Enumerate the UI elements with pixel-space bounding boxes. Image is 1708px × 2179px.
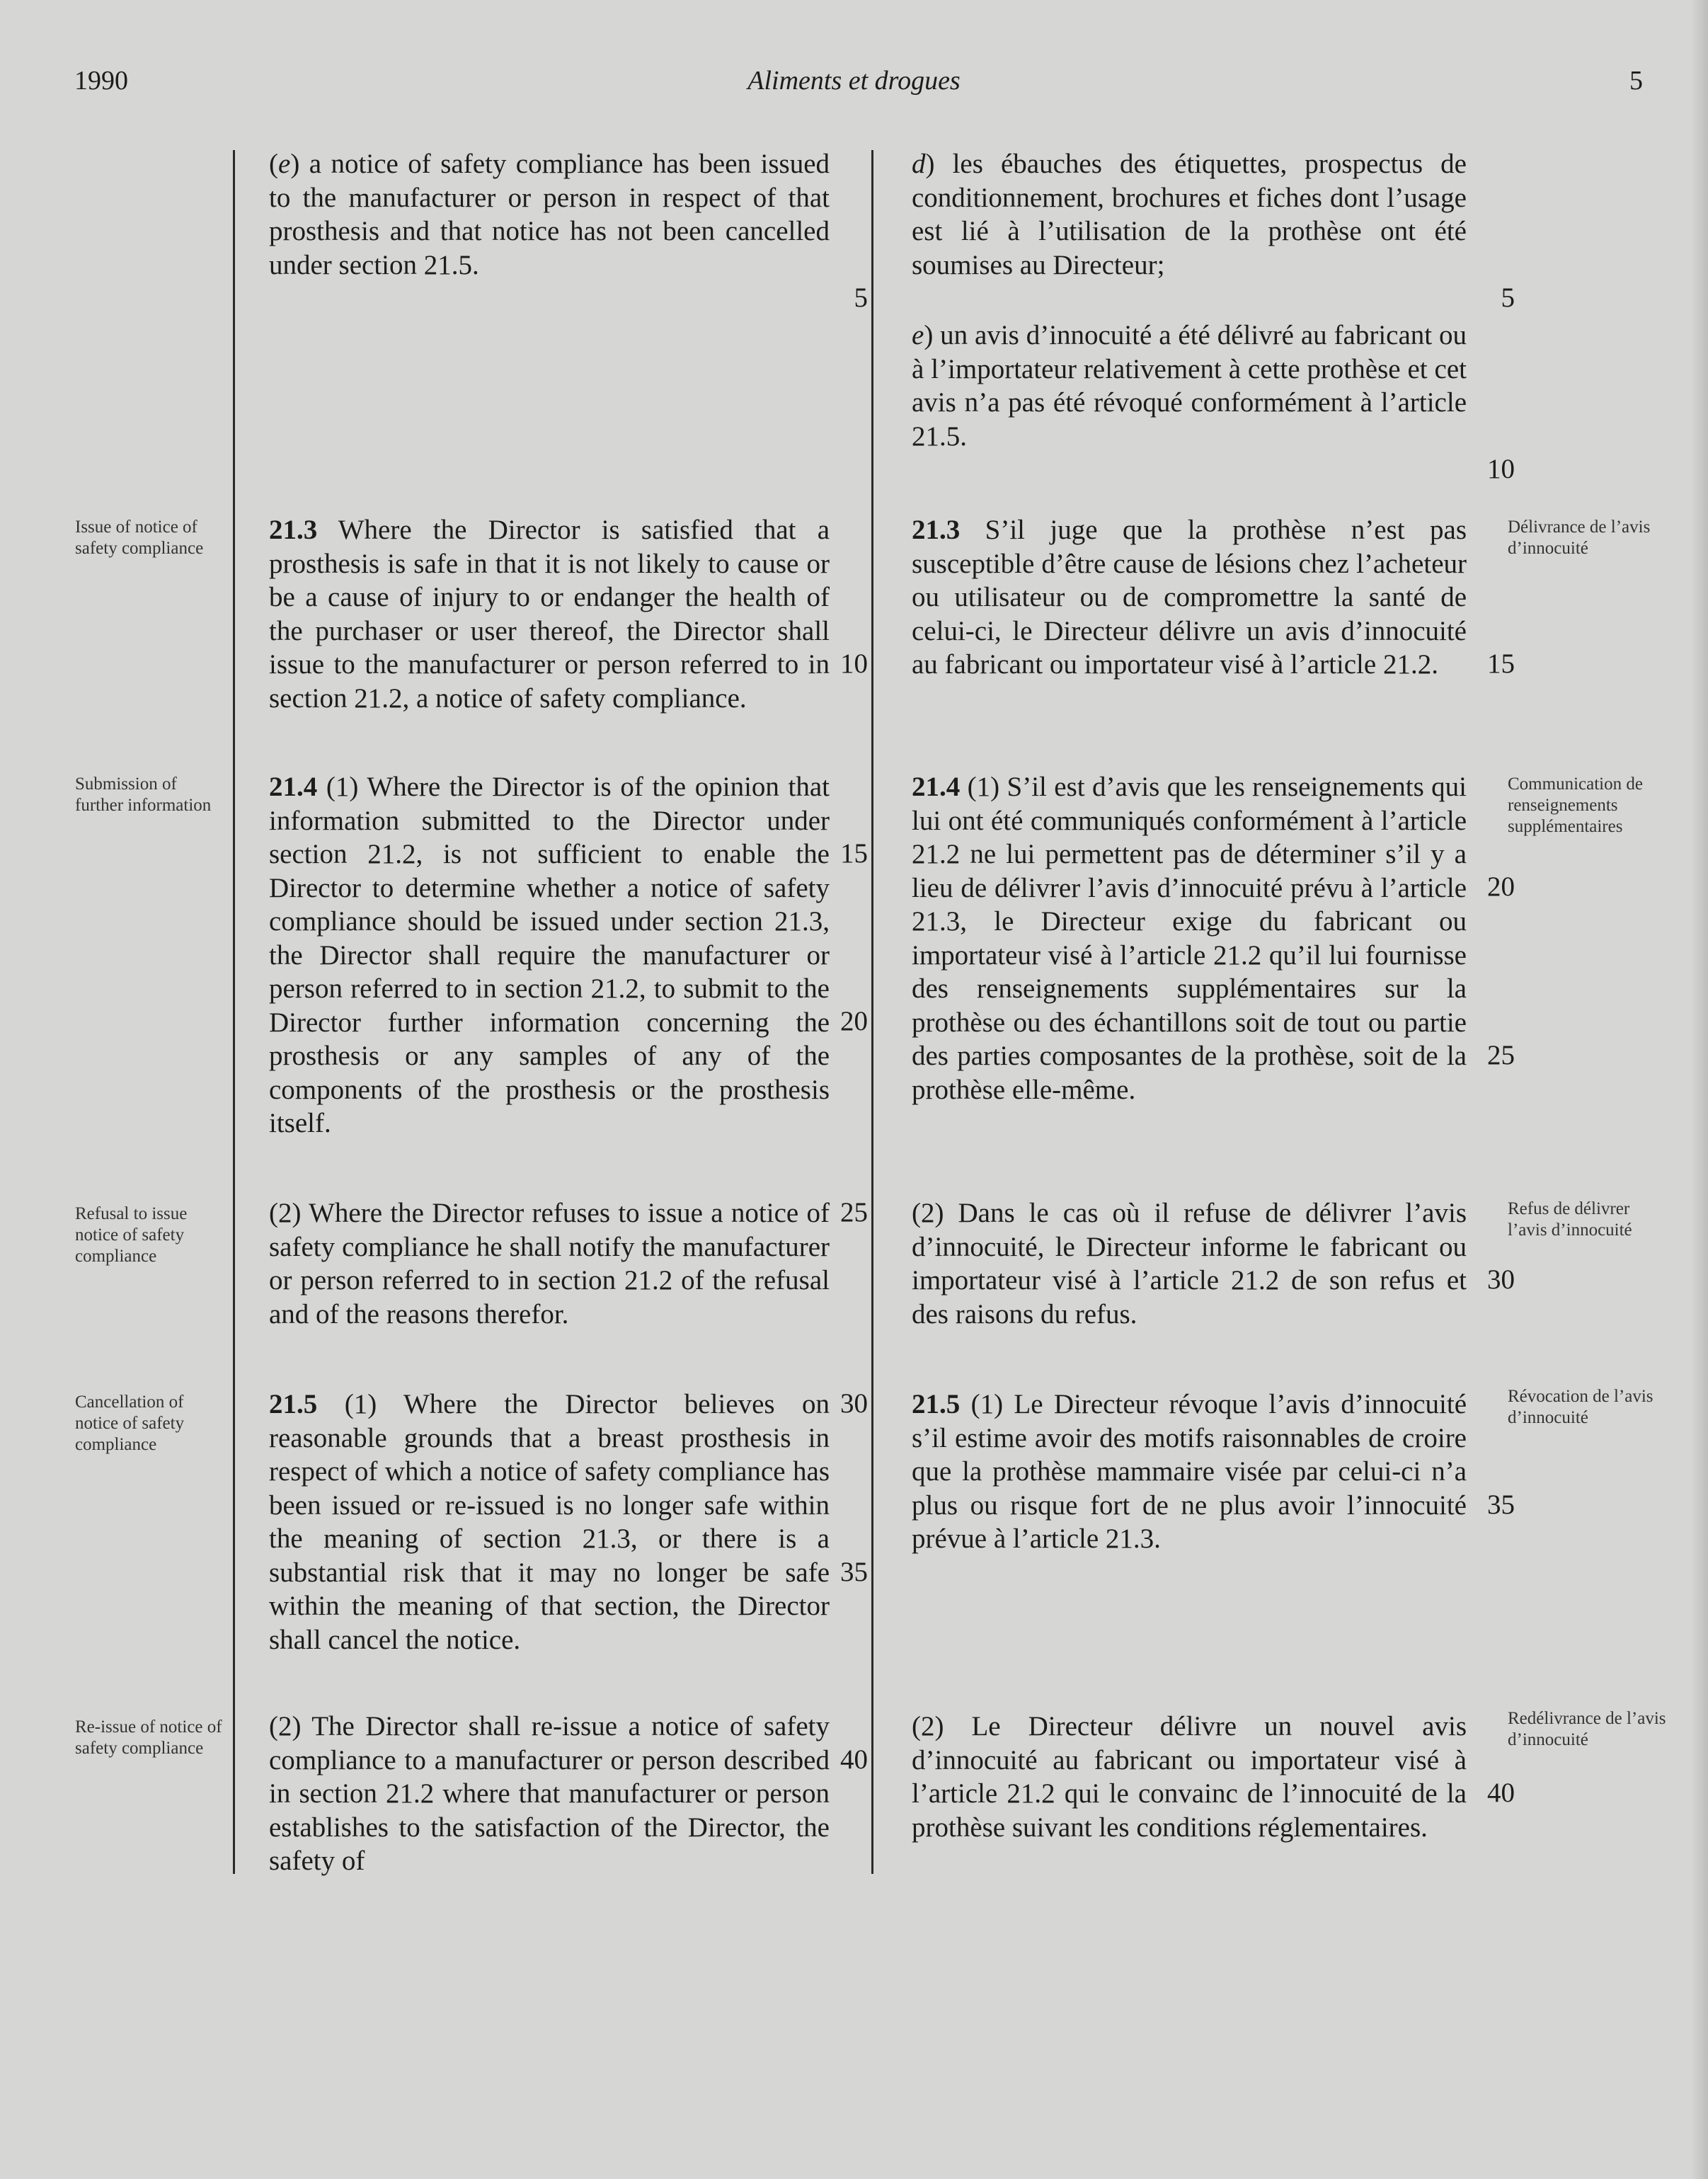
en-section-21-4-number: 21.4 (269, 772, 318, 802)
line-number-en-20: 20 (840, 1006, 868, 1036)
en-section-21-5-2 (269, 1710, 830, 1878)
fr-section-21-3-text: S’il juge que la prothèse n’est pas susceptible d’être cause de lésions chez l’acheteur ou utilisateur ou de compromettre la santé de celui-ci, le Directeur délivre un avis d’innocuité au fabricant ou importateur visé à l’article 21.2. (912, 515, 1467, 680)
en-section-21-4-1-sub: (1) (326, 772, 359, 802)
line-number-en-10: 10 (840, 648, 868, 679)
en-section-21-5-number: 21.5 (269, 1389, 318, 1419)
header-title: Aliments et drogues (747, 66, 961, 96)
en-section-21-3-text: Where the Director is satisfied that a prosthesis is safe in that it is not likely to cause or be a cause of injury to or endanger the health of the purchaser or user thereof, the Director shall issue to the manufacturer or person referred to in section 21.2, a notice of safety compliance. (269, 515, 830, 714)
en-section-21-3-number: 21.3 (269, 515, 318, 545)
fr-section-21-5-number: 21.5 (912, 1389, 961, 1419)
line-number-fr-25: 25 (1487, 1040, 1515, 1070)
fr-paragraph-e-text: un avis d’innocuité a été délivré au fabricant ou à l’importateur relativement à cette prothèse et cet avis n’a pas été révoqué conformément à l’article 21.5. (912, 320, 1467, 452)
fr-paragraph-d: d) les ébauches des étiquettes, prospectus de conditionnement, brochures et fiches dont l’usage est lié à l’utilisation de la prothèse ont été soumises au Directeur; (912, 149, 1467, 280)
fr-section-21-4-number: 21.4 (912, 772, 961, 802)
fr-section-21-5-1-sub: (1) (970, 1389, 1004, 1419)
line-number-fr-10: 10 (1487, 454, 1515, 484)
fr-section-21-5-2-sub: (2) (912, 1711, 944, 1742)
en-section-21-3 (269, 513, 830, 715)
margin-note-fr-reissue: Redélivrance de l’avis d’innocuité (1508, 1709, 1666, 1749)
en-section-21-4-2-sub: (2) (269, 1198, 302, 1228)
margin-note-fr-issue: Délivrance de l’avis d’innocuité (1508, 517, 1651, 558)
en-section-21-4-1 (269, 770, 830, 1140)
fr-section-21-5-2-text: Le Directeur délivre un nouvel avis d’innocuité au fabricant ou importateur visé à l’article 21.2 qui le convainc de l’innocuité de la prothèse suivant les conditions réglementaires. (912, 1711, 1467, 1843)
left-column-rule (233, 150, 235, 1874)
line-number-fr-30: 30 (1487, 1264, 1515, 1295)
line-number-fr-20: 20 (1487, 871, 1515, 902)
fr-paragraph-d-label: d (912, 149, 926, 179)
fr-section-21-5-1-text: Le Directeur révoque l’avis d’innocuité s’il estime avoir des motifs raisonnables de croire que la prothèse mammaire visée par celui-ci n’a plus ou risque fort de ne plus avoir l’innocuité prévue à l’article 21.3. (912, 1389, 1467, 1554)
en-section-21-4-2-text: Where the Director refuses to issue a notice of safety compliance he shall notify the manufacturer or person referred to in section 21.2 of the refusal and of the reasons therefor. (269, 1198, 830, 1329)
margin-note-fr-submission: Communication de renseignements supplémentaires (1508, 774, 1643, 836)
en-section-21-5-2-text: The Director shall re-issue a notice of safety compliance to a manufacturer or person described in section 21.2 where that manufacturer or person establishes to the satisfaction of the Director, the safety of (269, 1711, 830, 1876)
fr-section-21-4-2-sub: (2) (912, 1198, 944, 1228)
en-paragraph-e: (e) a notice of safety compliance has been issued to the manufacturer or person in respect of that prosthesis and that notice has not been cancelled under section 21.5. (269, 149, 830, 280)
en-section-21-5-1-sub: (1) (344, 1389, 377, 1419)
fr-section-21-4-2-text: Dans le cas où il refuse de délivrer l’avis d’innocuité, le Directeur informe le fabricant ou importateur visé à l’article 21.2 de son refus et des raisons du refus. (912, 1198, 1467, 1329)
fr-section-21-3-number: 21.3 (912, 515, 961, 545)
fr-section-21-4-1-sub: (1) (967, 772, 1000, 802)
margin-note-en-submission: Submission of further information (75, 774, 212, 815)
fr-paragraph-d-text: les ébauches des étiquettes, prospectus de conditionnement, brochures et fiches dont l’usage est lié à l’utilisation de la prothèse ont été soumises au Directeur; (912, 149, 1467, 280)
line-number-en-30: 30 (840, 1388, 868, 1419)
fr-paragraph-e: e) un avis d’innocuité a été délivré au fabricant ou à l’importateur relativement à cette prothèse et cet avis n’a pas été révoqué conformément à l’article 21.5. (912, 320, 1467, 452)
header-year: 1990 (74, 66, 128, 96)
fr-section-21-4-2 (912, 1196, 1467, 1331)
center-column-rule (871, 150, 873, 1874)
line-number-en-15: 15 (840, 838, 868, 869)
en-section-21-5-1 (269, 1388, 830, 1657)
line-number-en-5: 5 (854, 282, 868, 313)
fr-section-21-5-1 (912, 1388, 1467, 1556)
line-number-fr-5: 5 (1501, 282, 1515, 313)
header-page-number: 5 (1629, 66, 1643, 96)
en-section-21-4-2 (269, 1196, 830, 1331)
line-number-en-35: 35 (840, 1557, 868, 1587)
en-section-21-4-1-text: Where the Director is of the opinion that information submitted to the Director under section 21.2, is not sufficient to enable the Director to determine whether a notice of safety compliance should be issued under section 21.3, the Director shall require the manufacturer or person referred to in section 21.2, to submit to the Director further information concerning the prosthesis or any samples of any of the components of the prosthesis or the prosthesis itself. (269, 772, 830, 1138)
en-section-21-5-2-sub: (2) (269, 1711, 302, 1742)
fr-section-21-4-1-text: S’il est d’avis que les renseignements qui lui ont été communiqués conformément à l’article 21.2 ne lui permettent pas de déterminer s’il y a lieu de délivrer l’avis d’innocuité prévu à l’article 21.3, le Directeur exige du fabricant ou importateur visé à l’article 21.2 qu’il lui fournisse des renseignements supplémentaires sur la prothèse ou des échantillons soit de tout ou partie des parties composantes de la prothèse, soit de la prothèse elle-même. (912, 772, 1467, 1105)
fr-paragraph-e-label: e (912, 320, 924, 350)
margin-note-en-reissue: Re-issue of notice of safety compliance (75, 1717, 222, 1758)
fr-section-21-5-2 (912, 1710, 1467, 1844)
en-section-21-5-1-text: Where the Director believes on reasonable grounds that a breast prosthesis in respect of which a notice of safety compliance has been issued or re-issued is no longer safe within the meaning of section 21.3, or there is a substantial risk that it may no longer be safe within the meaning of that section, the Director shall cancel the notice. (269, 1389, 830, 1655)
fr-section-21-4-1 (912, 770, 1467, 1106)
margin-note-fr-cancellation: Révocation de l’avis d’innocuité (1508, 1387, 1653, 1427)
line-number-en-25: 25 (840, 1197, 868, 1228)
page-edge-shadow (1691, 0, 1708, 2179)
line-number-en-40: 40 (840, 1744, 868, 1775)
margin-note-fr-refusal: Refus de délivrer l’avis d’innocuité (1508, 1199, 1632, 1240)
line-number-fr-35: 35 (1487, 1489, 1515, 1520)
margin-note-en-issue: Issue of notice of safety compliance (75, 517, 204, 558)
margin-note-en-cancellation: Cancellation of notice of safety compliance (75, 1392, 185, 1454)
en-paragraph-e-label: e (278, 149, 291, 179)
en-paragraph-e-text: a notice of safety compliance has been issued to the manufacturer or person in respect of that prosthesis and that notice has not been cancelled under section 21.5. (269, 149, 830, 280)
fr-section-21-3 (912, 513, 1467, 682)
line-number-fr-40: 40 (1487, 1778, 1515, 1808)
margin-note-en-refusal: Refusal to issue notice of safety compliance (75, 1204, 188, 1266)
line-number-fr-15: 15 (1487, 648, 1515, 679)
